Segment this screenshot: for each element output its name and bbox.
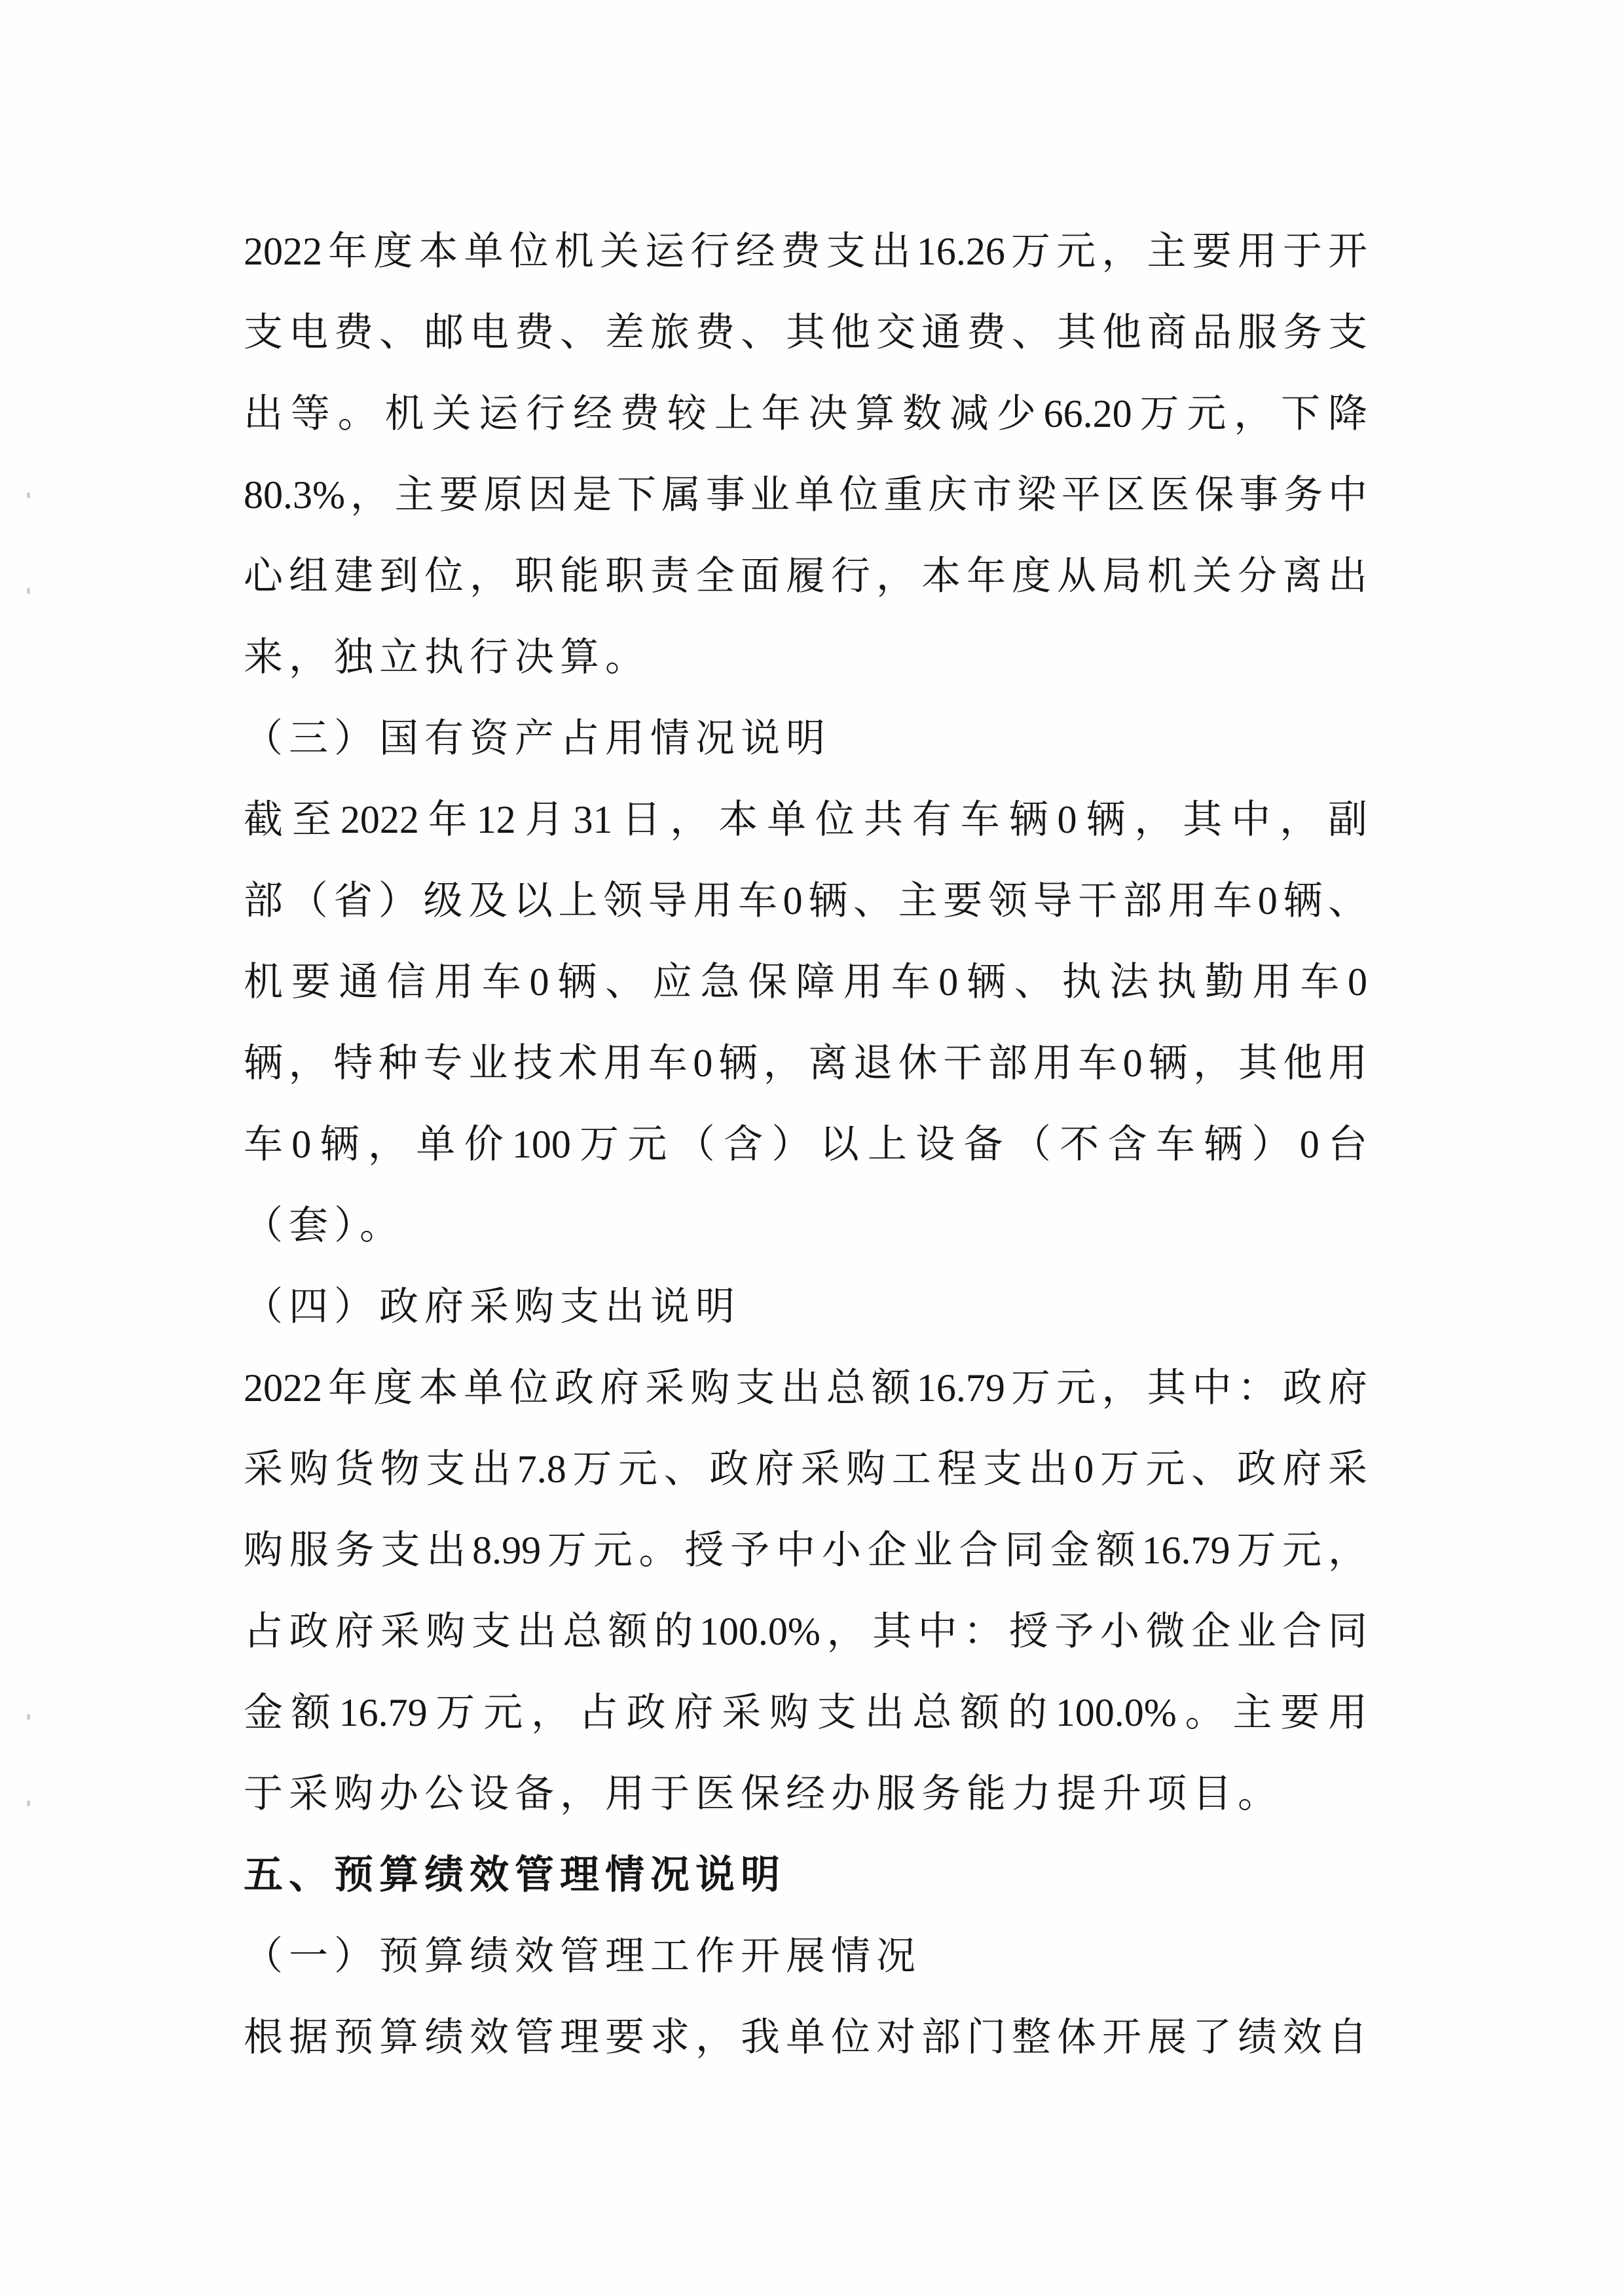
body-line: 截至2022年12月31日，本单位共有车辆0辆，其中，副 <box>244 798 1367 841</box>
binding-mark <box>27 1714 30 1720</box>
body-line: 辆，特种专业技术用车0辆，离退休干部用车0辆，其他用 <box>244 1042 1367 1085</box>
section-heading-performance: 五、预算绩效管理情况说明 <box>244 1853 786 1897</box>
body-line: （套）。 <box>244 1204 405 1247</box>
document-body <box>244 211 1367 2078</box>
body-line: 心组建到位，职能职责全面履行，本年度从局机关分离出 <box>244 555 1367 598</box>
body-line: 出等。机关运行经费较上年决算数减少66.20万元，下降 <box>244 392 1367 435</box>
body-line: 占政府采购支出总额的100.0%，其中：授予小微企业合同 <box>244 1610 1367 1653</box>
body-line: 采购货物支出7.8万元、政府采购工程支出0万元、政府采 <box>244 1448 1367 1491</box>
body-line: 金额16.79万元，占政府采购支出总额的100.0%。主要用 <box>244 1691 1367 1734</box>
section-subheading-procurement: （四）政府采购支出说明 <box>244 1285 741 1328</box>
body-line: 车0辆，单价100万元（含）以上设备（不含车辆）0台 <box>244 1123 1367 1166</box>
binding-mark <box>27 588 30 594</box>
binding-mark <box>27 492 30 498</box>
body-line: 部（省）级及以上领导用车0辆、主要领导干部用车0辆、 <box>244 879 1367 922</box>
body-line: 机要通信用车0辆、应急保障用车0辆、执法执勤用车0 <box>244 960 1367 1004</box>
body-line: 2022年度本单位机关运行经费支出16.26万元，主要用于开 <box>244 230 1367 273</box>
body-line: 支电费、邮电费、差旅费、其他交通费、其他商品服务支 <box>244 311 1367 354</box>
body-line: 2022年度本单位政府采购支出总额16.79万元，其中：政府 <box>244 1366 1367 1410</box>
body-line: 购服务支出8.99万元。授予中小企业合同金额16.79万元， <box>244 1529 1367 1572</box>
binding-mark <box>27 1800 30 1806</box>
body-line: 根据预算绩效管理要求，我单位对部门整体开展了绩效自 <box>244 2016 1367 2059</box>
body-line: 于采购办公设备，用于医保经办服务能力提升项目。 <box>244 1772 1283 1815</box>
body-line: 80.3%，主要原因是下属事业单位重庆市梁平区医保事务中 <box>244 473 1367 517</box>
section-subheading-performance-work: （一）预算绩效管理工作开展情况 <box>244 1935 921 1978</box>
body-line: 来，独立执行决算。 <box>244 636 650 679</box>
section-subheading-assets: （三）国有资产占用情况说明 <box>244 717 831 760</box>
